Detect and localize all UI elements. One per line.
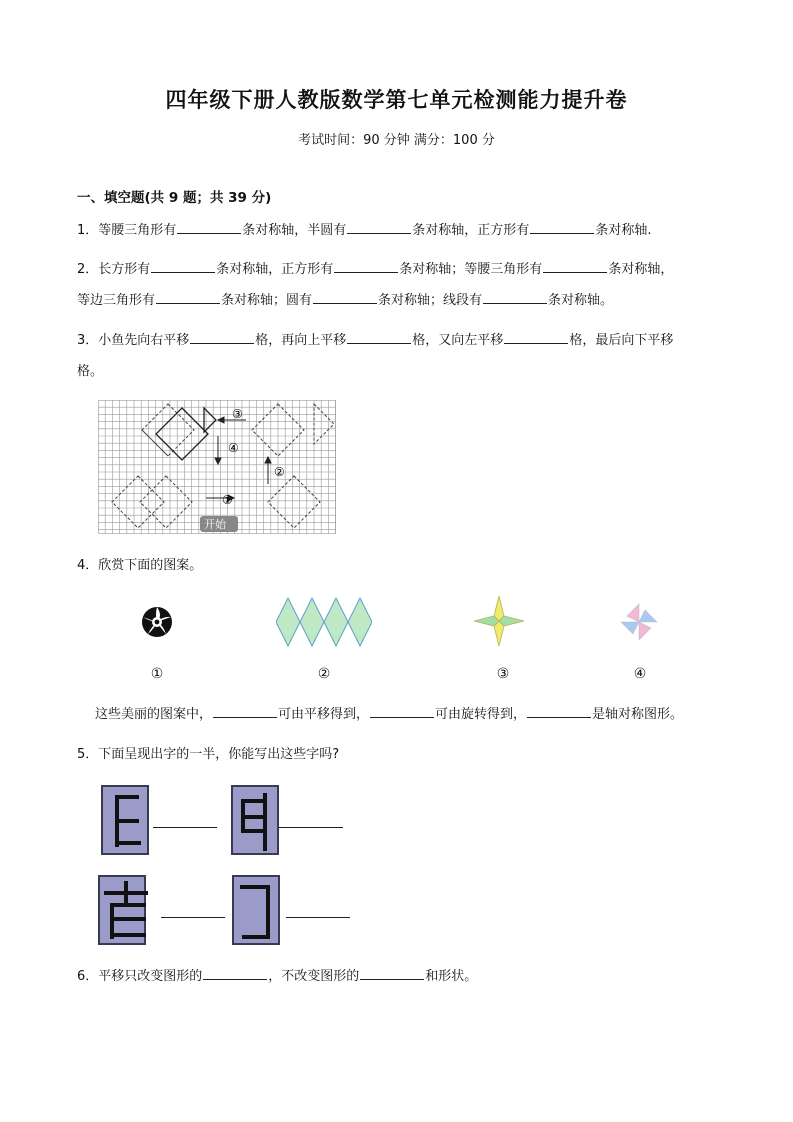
answer-blank[interactable]: [530, 221, 594, 234]
answer-blank[interactable]: [213, 705, 277, 718]
answer-blank[interactable]: [347, 331, 411, 344]
fish-translation-grid: [98, 400, 336, 534]
q3-text-a: 3．小鱼先向右平移: [77, 333, 190, 348]
answer-blank[interactable]: [504, 331, 568, 344]
step-2-label: ②: [274, 465, 285, 479]
question-3-line-1: [77, 331, 673, 351]
answer-line[interactable]: [279, 827, 343, 828]
q1-text-b: 条对称轴，半圆有: [242, 223, 347, 238]
pinwheel-pattern-icon: [619, 602, 659, 642]
half-character-card-2: [231, 785, 279, 855]
q3-text-d: 格，最后向下平移: [569, 333, 674, 348]
answer-line[interactable]: [286, 917, 350, 918]
q4-text-b: 可由平移得到，: [278, 707, 370, 722]
q1-text-c: 条对称轴，正方形有: [412, 223, 530, 238]
answer-line[interactable]: [161, 917, 225, 918]
step-1-label: ①: [222, 493, 233, 507]
step-3-label: ③: [232, 407, 243, 421]
question-2-line-1: [77, 260, 673, 280]
answer-blank[interactable]: [347, 221, 411, 234]
step-4-label: ④: [228, 441, 239, 455]
q4-text-a: 这些美丽的图案中，: [95, 707, 213, 722]
q2-text-f: 条对称轴；圆有: [221, 293, 313, 308]
answer-blank[interactable]: [151, 260, 215, 273]
pattern-label-1: ①: [150, 666, 164, 682]
answer-line[interactable]: [153, 827, 217, 828]
movement-arrows: [206, 417, 271, 501]
page-title: 四年级下册人教版数学第七单元检测能力提升卷: [165, 88, 628, 112]
answer-blank[interactable]: [483, 291, 547, 304]
question-5: 5．下面呈现出字的一半，你能写出这些字吗?: [77, 747, 340, 762]
diamond-row-pattern-icon: [276, 597, 372, 647]
question-4: 4．欣赏下面的图案。: [77, 558, 203, 573]
answer-blank[interactable]: [527, 705, 591, 718]
q2-text-c: 条对称轴；等腰三角形有: [399, 262, 543, 277]
answer-blank[interactable]: [360, 967, 424, 980]
q6-text-b: ，不改变图形的: [268, 969, 360, 984]
q6-text-c: 和形状。: [425, 969, 478, 984]
pattern-label-2: ②: [317, 666, 331, 682]
q6-text-a: 6．平移只改变图形的: [77, 969, 203, 984]
grid-lines: [98, 400, 336, 534]
q3-text-b: 格，再向上平移: [255, 333, 347, 348]
question-2-line-2: [77, 291, 613, 311]
q2-text-b: 条对称轴，正方形有: [216, 262, 334, 277]
question-4-answer-line: [95, 705, 683, 725]
q2-text-d: 条对称轴，: [608, 262, 674, 277]
answer-blank[interactable]: [370, 705, 434, 718]
pattern-label-4: ④: [633, 666, 647, 682]
question-1: [77, 221, 651, 241]
answer-blank[interactable]: [543, 260, 607, 273]
q4-text-d: 是轴对称图形。: [592, 707, 684, 722]
half-character-card-1: [101, 785, 149, 855]
section-heading: 一、填空题(共 9 题；共 39 分): [77, 190, 272, 206]
answer-blank[interactable]: [177, 221, 241, 234]
solid-fish-shape: [156, 408, 216, 460]
q3-text-e: 格。: [77, 364, 104, 379]
q4-text-c: 可由旋转得到，: [435, 707, 527, 722]
q1-text-a: 1．等腰三角形有: [77, 223, 177, 238]
answer-blank[interactable]: [334, 260, 398, 273]
start-label: 开始: [204, 518, 226, 531]
answer-blank[interactable]: [190, 331, 254, 344]
question-3-line-2: [77, 362, 103, 382]
exam-info: 考试时间：90 分钟 满分：100 分: [298, 133, 495, 148]
half-character-card-3: [98, 875, 146, 945]
question-6: [77, 967, 477, 987]
q2-text-h: 条对称轴。: [548, 293, 614, 308]
answer-blank[interactable]: [203, 967, 267, 980]
pattern-label-3: ③: [496, 666, 510, 682]
q2-text-a: 2．长方形有: [77, 262, 151, 277]
four-point-star-pattern-icon: [472, 594, 526, 648]
q1-text-d: 条对称轴.: [595, 223, 652, 238]
flower-pattern-icon: [137, 602, 177, 642]
answer-blank[interactable]: [313, 291, 377, 304]
answer-blank[interactable]: [156, 291, 220, 304]
q2-text-e: 等边三角形有: [77, 293, 156, 308]
q3-text-c: 格，又向左平移: [412, 333, 504, 348]
q2-text-g: 条对称轴；线段有: [378, 293, 483, 308]
half-character-card-4: [232, 875, 280, 945]
